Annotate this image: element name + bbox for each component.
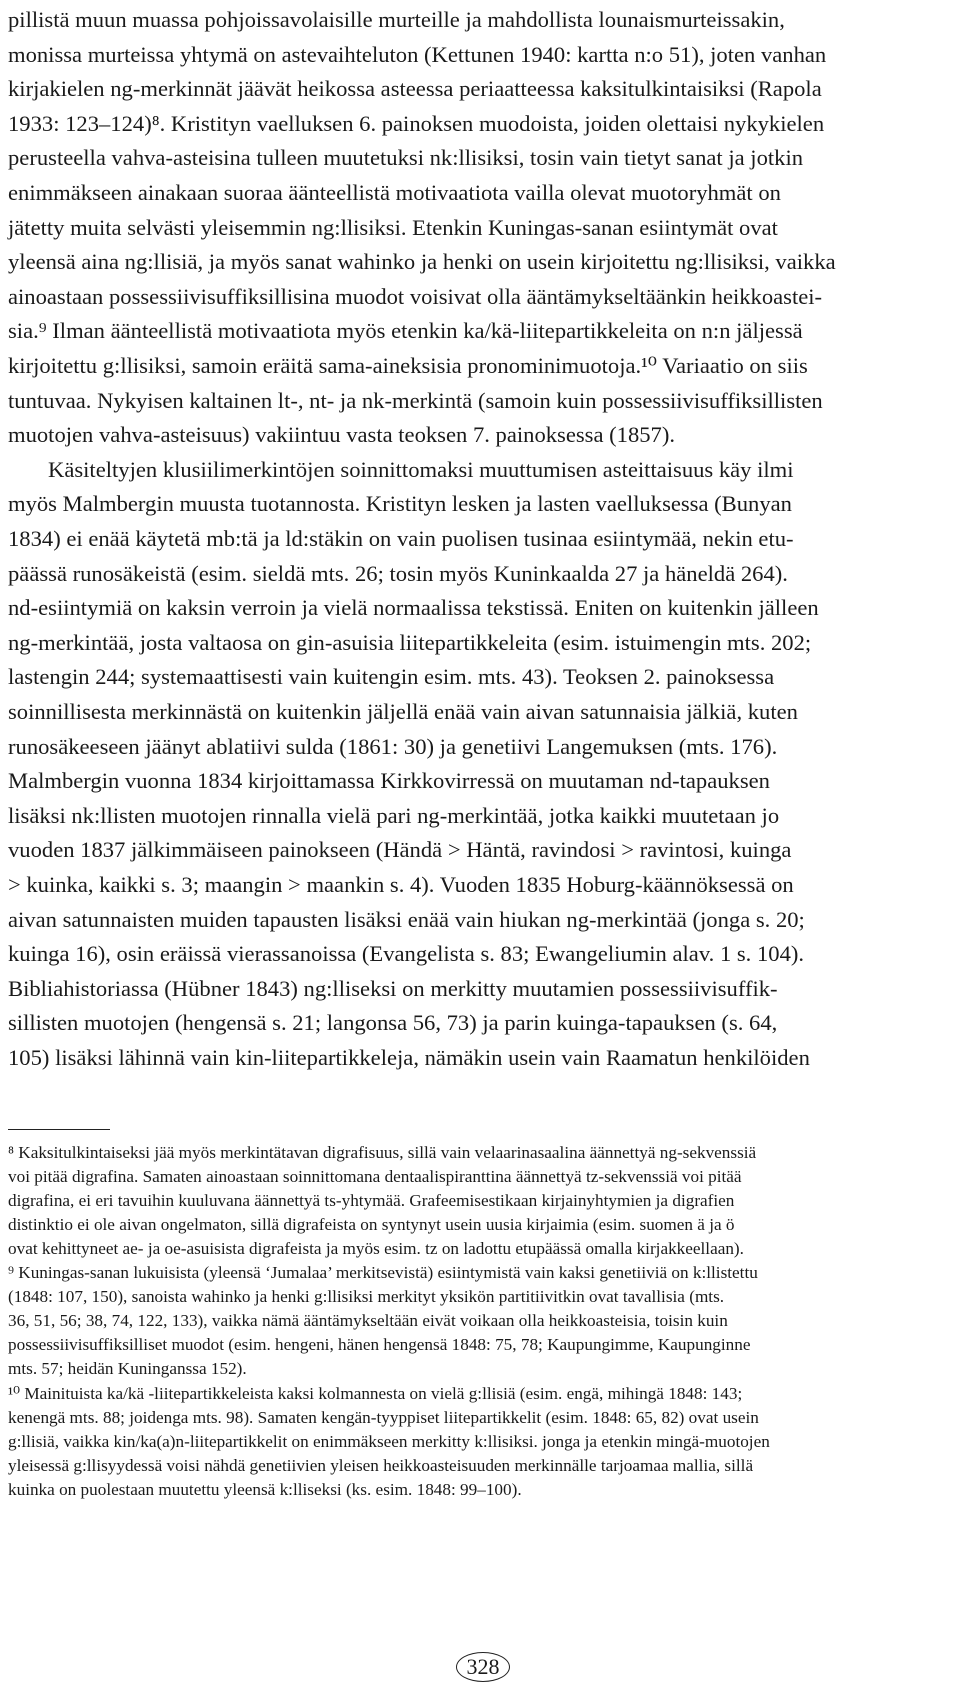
body-line: myös Malmbergin muusta tuotannosta. Kristityn lesken ja lasten vaelluksessa (Bunyan <box>8 491 792 517</box>
body-line: 1834) ei enää käytetä mb:tä ja ld:stäkin on vain puolisen tusinaa esiintymää, nekin etu- <box>8 526 794 551</box>
body-line: runosäkeeseen jäänyt ablatiivi sulda (1861: 30) ja genetiivi Langemuksen (mts. 176). <box>8 733 778 759</box>
footnote-line: yleisessä g:llisyydessä voisi nähdä genetiivien yleisen heikkoasteisuuden merkinnälle tarjoamaa mallia, sillä <box>8 1455 754 1475</box>
body-line: ainoastaan possessiivisuffiksillisina muodot voisivat olla ääntämykseltäänkin heikkoastei- <box>8 283 823 309</box>
footnote-line: possessiivisuffiksilliset muodot (esim. hengeni, hänen hengensä 1848: 75, 78; Kaupungimme, Kaupunginne <box>8 1335 751 1355</box>
body-line: perusteella vahva-asteisina tulleen muutetuksi nk:llisiksi, tosin vain tietyt sanat ja jotkin <box>8 145 804 171</box>
body-line: enimmäkseen ainakaan suoraa äänteellistä motivaatiota vailla olevat muotoryhmät on <box>8 180 781 205</box>
footnote-line: voi pitää digrafina. Samaten ainoastaan soinnittomana dentaalispiranttina äännettyä tz-sekvenssiä voi pitää <box>8 1167 742 1187</box>
body-line: tuntuvaa. Nykyisen kaltainen lt-, nt- ja nk-merkintä (samoin kuin possessiivisuffiksillisten <box>8 387 823 413</box>
body-line: 105) lisäksi lähinnä vain kin-liitepartikkeleja, nämäkin usein vain Raamatun henkilöiden <box>8 1045 810 1070</box>
footnote-line: distinktio ei ole aivan ongelmaton, sillä digrafeista on syntynyt usein uusia kirjaimia (esim. suomen ä ja ö <box>8 1215 735 1235</box>
body-line: Käsiteltyjen klusiilimerkintöjen soinnittomaksi muuttumisen asteittaisuus käy ilmi <box>48 456 794 482</box>
body-line: jätetty muita selvästi yleisemmin ng:llisiksi. Etenkin Kuningas-sanan esiintymät ovat <box>8 214 778 240</box>
footnote-line: digrafina, ei eri tavuihin kuuluvana äännettyä ts-yhtymää. Grafeemisestikaan kirjainyhtymien ja digrafien <box>8 1191 735 1211</box>
body-line: > kuinka, kaikki s. 3; maangin > maankin s. 4). Vuoden 1835 Hoburg-käännöksessä on <box>8 872 794 897</box>
body-line: päässä runosäkeistä (esim. sieldä mts. 26; tosin myös Kuninkaalda 27 ja häneldä 264). <box>8 560 788 586</box>
body-line: Bibliahistoriassa (Hübner 1843) ng:lliseksi on merkitty muutamien possessiivisuffik- <box>8 975 778 1001</box>
body-line: muotojen vahva-asteisuus) vakiintuu vasta teoksen 7. painoksessa (1857). <box>8 422 676 448</box>
body-line: kirjakielen ng-merkinnät jäävät heikossa asteessa periaatteessa kaksitulkintaisiksi (Rapola <box>8 76 822 102</box>
body-line: kirjoitettu g:llisiksi, samoin eräitä sama-aineksisia pronominimuotoja.¹⁰ Variaatio on siis <box>8 353 808 378</box>
footnote-line: ⁸ Kaksitulkintaiseksi jää myös merkintätavan digrafisuus, sillä vain velaarinasaalina äännettyä ng-sekvenssiä <box>8 1143 757 1162</box>
body-line: sillisten muotojen (hengensä s. 21; langonsa 56, 73) ja parin kuinga-tapauksen (s. 64, <box>8 1010 778 1036</box>
body-line: vuoden 1837 jälkimmäiseen painokseen (Händä > Häntä, ravindosi > ravintosi, kuinga <box>8 837 792 863</box>
body-line: lisäksi nk:llisten muotojen rinnalla vielä pari ng-merkintää, jotka kaikki muutetaan jo <box>8 802 780 828</box>
footnote-line: g:llisiä, vaikka kin/ka(a)n-liitepartikkelit on enimmäkseen merkitty k:llisiksi. jonga ja etenkin mingä-muotojen <box>8 1431 770 1451</box>
page-number: 328 <box>456 1652 510 1682</box>
body-line: kuinga 16), osin eräissä vierassanoissa (Evangelista s. 83; Ewangeliumin alav. 1 s. 104). <box>8 941 805 967</box>
body-line: nd-esiintymiä on kaksin verroin ja vielä normaalissa tekstissä. Eniten on kuitenkin jälleen <box>8 595 819 621</box>
footnote-line: ovat kehittyneet ae- ja oe-asuisista digrafeista ja myös esim. tz on ladottu etupäässä omalla kirjakkeellaan). <box>8 1239 744 1259</box>
body-line: soinnillisesta merkinnästä on kuitenkin jäljellä enää vain aivan satunnaisia jälkiä, kuten <box>8 699 798 724</box>
footnote-line: ⁹ Kuningas-sanan lukuisista (yleensä ‘Jumalaa’ merkitsevistä) esiintymistä vain kaksi genetiiviä on k:llistettu <box>8 1263 758 1283</box>
body-line: monissa murteissa yhtymä on astevaihteluton (Kettunen 1940: kartta n:o 51), joten vanhan <box>8 41 827 67</box>
body-line: yleensä aina ng:llisiä, ja myös sanat wahinko ja henki on usein kirjoitettu ng:llisiksi, vaikka <box>8 249 836 275</box>
body-line: Malmbergin vuonna 1834 kirjoittamassa Kirkkovirressä on muutaman nd-tapauksen <box>8 768 770 794</box>
body-line: ng-merkintää, josta valtaosa on gin-asuisia liitepartikkeleita (esim. istuimengin mts. 202; <box>8 629 812 655</box>
footnote-line: kuinka on puolestaan muutettu yleensä k:lliseksi (ks. esim. 1848: 99–100). <box>8 1479 522 1499</box>
body-line: pillistä muun muassa pohjoissavolaisille murteille ja mahdollista lounaismurteissakin, <box>8 7 785 32</box>
body-line: sia.⁹ Ilman äänteellistä motivaatiota myös etenkin ka/kä-liitepartikkeleita on n:n jäljessä <box>8 318 803 344</box>
footnote-line: ¹⁰ Mainituista ka/kä -liitepartikkeleista kaksi kolmannesta on vielä g:llisiä (esim. engä, mihingä 1848: 143; <box>8 1383 743 1403</box>
footnote-line: kenengä mts. 88; joidenga mts. 98). Samaten kengän-tyyppiset liitepartikkelit (esim. 1848: 65, 82) ovat usein <box>8 1407 759 1427</box>
footnote-separator <box>8 1129 110 1130</box>
body-line: 1933: 123–124)⁸. Kristityn vaelluksen 6. painoksen muodoista, joiden olettaisi nykykielen <box>8 110 825 136</box>
body-line: aivan satunnaisten muiden tapausten lisäksi enää vain hiukan ng-merkintää (jonga s. 20; <box>8 906 805 932</box>
footnote-line: 36, 51, 56; 38, 74, 122, 133), vaikka nämä ääntämykseltään eivät voikaan olla heikkoasteisia, toisin kuin <box>8 1311 728 1331</box>
footnote-line: mts. 57; heidän Kuninganssa 152). <box>8 1359 247 1379</box>
body-line: lastengin 244; systemaattisesti vain kuitengin esim. mts. 43). Teoksen 2. painoksessa <box>8 664 775 690</box>
document-page <box>8 0 952 1692</box>
footnote-line: (1848: 107, 150), sanoista wahinko ja henki g:llisiksi merkityt yksikön partitiivitkin ovat tavallisia (mts. <box>8 1287 725 1307</box>
